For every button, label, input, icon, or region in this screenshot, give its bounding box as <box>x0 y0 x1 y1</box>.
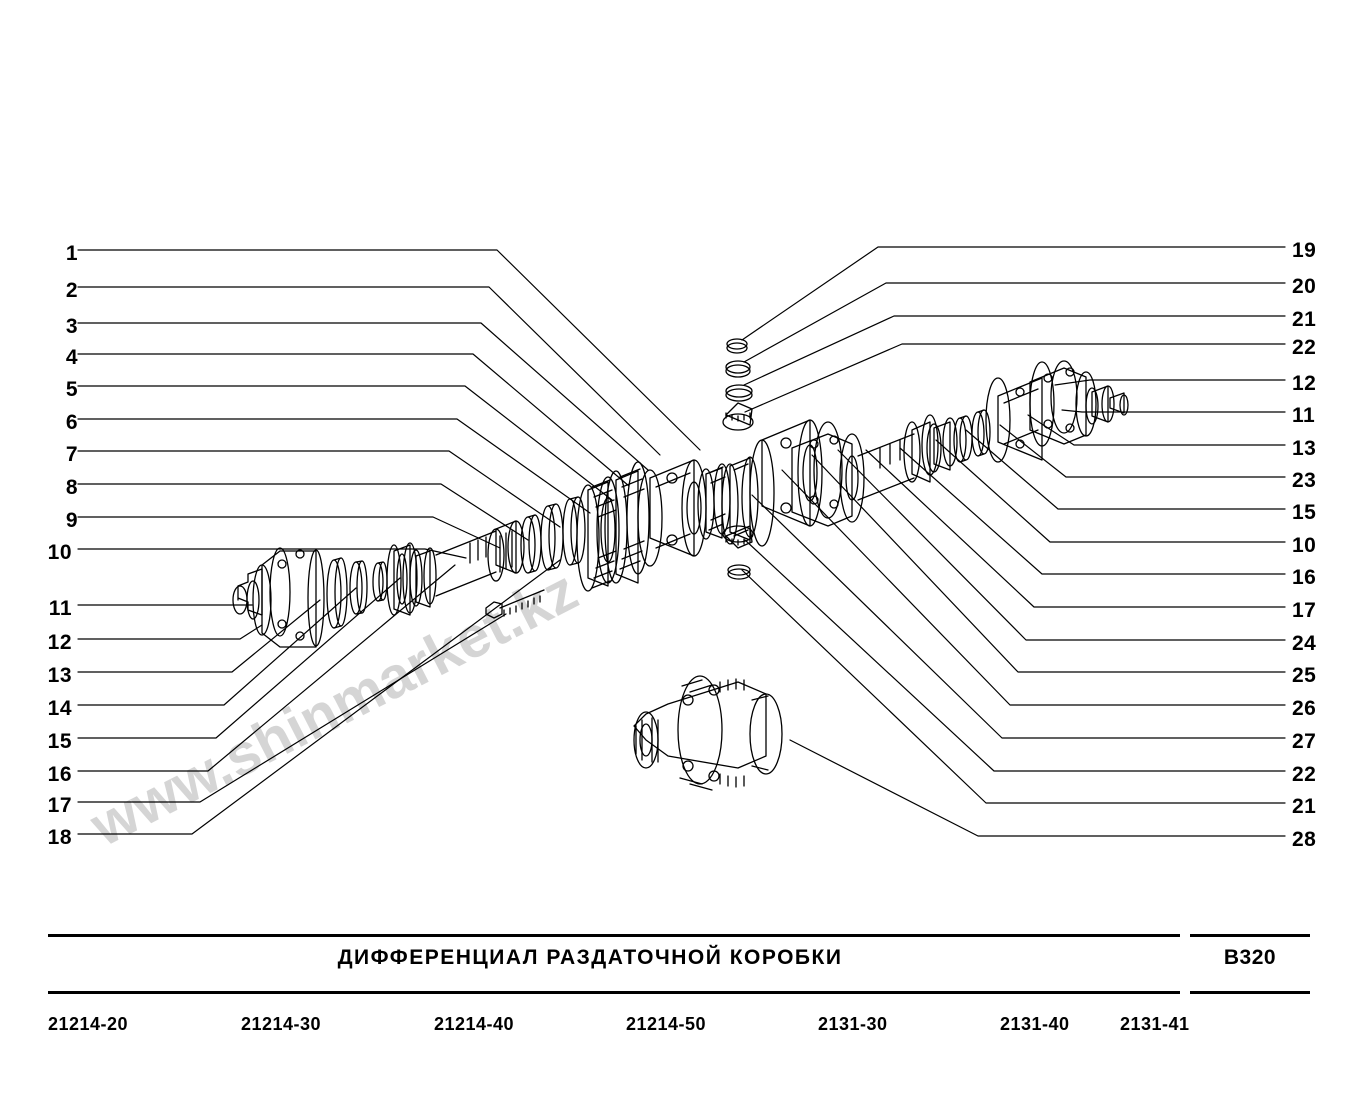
callout-left-3: 3 <box>65 315 78 338</box>
caption-rule-code <box>1190 934 1310 937</box>
callout-left-10: 10 <box>47 541 72 564</box>
watermark: www.shinmarket.kz <box>80 557 588 859</box>
callout-left-8: 8 <box>65 476 78 499</box>
callout-left-7: 7 <box>65 443 78 466</box>
callout-right-24: 24 <box>1292 632 1317 655</box>
callout-right-11: 11 <box>1292 404 1316 427</box>
diagram-title: ДИФФЕРЕНЦИАЛ РАЗДАТОЧНОЙ КОРОБКИ <box>337 946 843 969</box>
callout-left-14: 14 <box>47 697 72 720</box>
callout-right-28: 28 <box>1292 828 1317 851</box>
callout-left-4: 4 <box>65 346 78 369</box>
callout-left-18: 18 <box>47 826 72 849</box>
center-gear-group <box>698 339 758 579</box>
callout-right-10: 10 <box>1292 534 1317 557</box>
callout-right-21b: 21 <box>1292 795 1317 818</box>
callout-left-2: 2 <box>65 279 78 302</box>
leader-lines-right <box>742 247 1285 836</box>
callout-right-27: 27 <box>1292 730 1317 753</box>
callout-right-19: 19 <box>1292 239 1317 262</box>
model-code-21214-20: 21214-20 <box>48 1014 129 1034</box>
callout-left-6: 6 <box>65 411 78 434</box>
callout-right-22b: 22 <box>1292 763 1317 786</box>
callout-left-5: 5 <box>65 378 78 401</box>
callout-left-9: 9 <box>65 509 78 532</box>
callout-left-1: 1 <box>65 242 78 265</box>
callout-left-12: 12 <box>47 631 72 654</box>
callout-right-22: 22 <box>1292 336 1317 359</box>
ring-gear-assembly <box>577 460 706 591</box>
model-code-21214-30: 21214-30 <box>241 1014 322 1034</box>
left-flange-assembly <box>233 497 585 647</box>
callout-right-25: 25 <box>1292 664 1317 687</box>
callout-right-16: 16 <box>1292 566 1317 589</box>
model-code-2131-40: 2131-40 <box>1000 1014 1070 1034</box>
diagram-code: B320 <box>1223 946 1277 969</box>
model-code-21214-50: 21214-50 <box>626 1014 707 1034</box>
callout-left-13: 13 <box>47 664 72 687</box>
callout-right-26: 26 <box>1292 697 1317 720</box>
leader-lines-left <box>78 250 700 834</box>
callout-right-15: 15 <box>1292 501 1317 524</box>
model-code-2131-41: 2131-41 <box>1120 1014 1190 1034</box>
callout-left-17: 17 <box>47 794 72 817</box>
assembled-differential <box>634 676 782 790</box>
caption-rule-title <box>48 934 1180 937</box>
callout-right-21: 21 <box>1292 308 1317 331</box>
caption-rule-code-bottom <box>1190 991 1310 994</box>
callout-left-15: 15 <box>47 730 72 753</box>
callout-left-11: 11 <box>48 597 72 620</box>
callout-right-13: 13 <box>1292 437 1317 460</box>
caption-rule-title-bottom <box>48 991 1180 994</box>
callout-left-16: 16 <box>47 763 72 786</box>
callout-right-20: 20 <box>1292 275 1317 298</box>
model-code-21214-40: 21214-40 <box>434 1014 515 1034</box>
callout-right-17: 17 <box>1292 599 1317 622</box>
callout-right-12: 12 <box>1292 372 1317 395</box>
callout-right-23: 23 <box>1292 469 1317 492</box>
model-code-2131-30: 2131-30 <box>818 1014 888 1034</box>
